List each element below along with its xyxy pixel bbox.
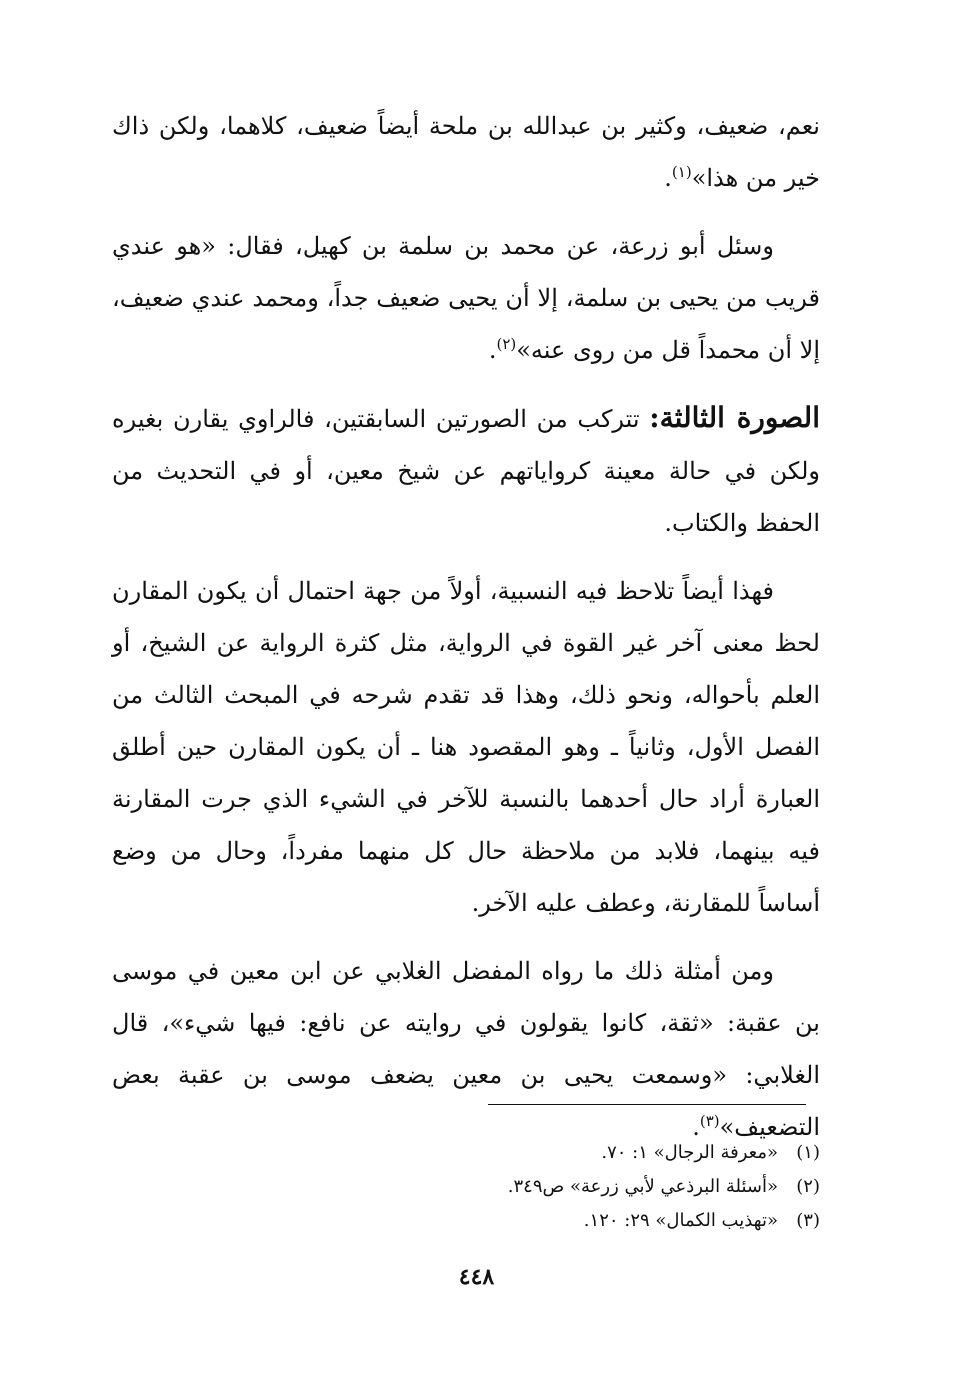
paragraph-end: . — [692, 1113, 700, 1141]
footnotes — [112, 1136, 820, 1238]
paragraph-text: فهذا أيضاً تلاحظ فيه النسبية، أولاً من جهة احتمال أن يكون المقارن لحظ معنى آخر غير القوة في الرواية، مثل كثرة الرواية عن الشيخ، أو العلم بأحواله، ونحو ذلك، وهذا قد تقدم شرحه في المبحث الثالث من الفصل الأول، وثانياً ـ وهو المقصود هنا ـ أن يكون المقارن حين أطلق العبارة أراد حال أحدهما بالنسبة للآخر في الشيء الذي جرت المقارنة فيه بينهما، فلابد من ملاحظة حال كل منهما مفرداً، وحال من وضع أساساً للمقارنة، وعطف عليه الآخر. — [112, 577, 820, 917]
paragraph-text: تتركب من الصورتين السابقتين، فالراوي يقارن بغيره ولكن في حالة معينة كرواياتهم عن شيخ معين، أو في التحديث من الحفظ والكتاب. — [112, 405, 820, 537]
paragraph-text: وسئل أبو زرعة، عن محمد بن سلمة بن كهيل، فقال: «هو عندي قريب من يحيى بن سلمة، إلا أن يحيى ضعيف جداً، ومحمد عندي ضعيف، إلا أن محمداً قل من روى عنه» — [112, 232, 820, 364]
paragraph-end: . — [664, 164, 672, 192]
footnote-text: «أسئلة البرذعي لأبي زرعة» ص٣٤٩. — [507, 1176, 778, 1197]
footnote-2 — [112, 1170, 820, 1204]
main-text — [112, 100, 820, 1169]
footnote-separator — [488, 1104, 806, 1105]
footnote-text: «تهذيب الكمال» ٢٩: ١٢٠. — [583, 1210, 778, 1231]
paragraph-1 — [112, 100, 820, 204]
paragraph-end: . — [488, 336, 497, 364]
paragraph-3 — [112, 392, 820, 549]
footnote-ref-3: (٣) — [699, 1112, 720, 1130]
paragraph-text: ومن أمثلة ذلك ما رواه المفضل الغلابي عن ابن معين في موسى بن عقبة: «ثقة، كانوا يقولون في روايته عن نافع: فيها شيء»، قال الغلابي: «وسمعت يحيى بن معين يضعف موسى بن عقبة بعض التضعيف» — [112, 957, 820, 1141]
paragraph-text: نعم، ضعيف، وكثير بن عبدالله بن ملحة أيضاً ضعيف، كلاهما، ولكن ذاك خير من هذا» — [112, 112, 820, 192]
paragraph-4 — [112, 565, 820, 929]
footnote-ref-1: (١) — [671, 163, 692, 181]
paragraph-5 — [112, 945, 820, 1153]
footnote-number: (٣) — [796, 1210, 820, 1231]
footnote-1 — [112, 1136, 820, 1170]
footnote-number: (١) — [796, 1142, 820, 1163]
footnote-text: «معرفة الرجال» ١: ٧٠. — [601, 1142, 778, 1163]
footnote-number: (٢) — [796, 1176, 820, 1197]
footnote-ref-2: (٢) — [496, 335, 517, 353]
paragraph-2 — [112, 220, 820, 376]
section-heading: الصورة الثالثة: — [649, 401, 820, 434]
page-number: ٤٤٨ — [458, 1264, 495, 1290]
footnote-3 — [112, 1204, 820, 1238]
